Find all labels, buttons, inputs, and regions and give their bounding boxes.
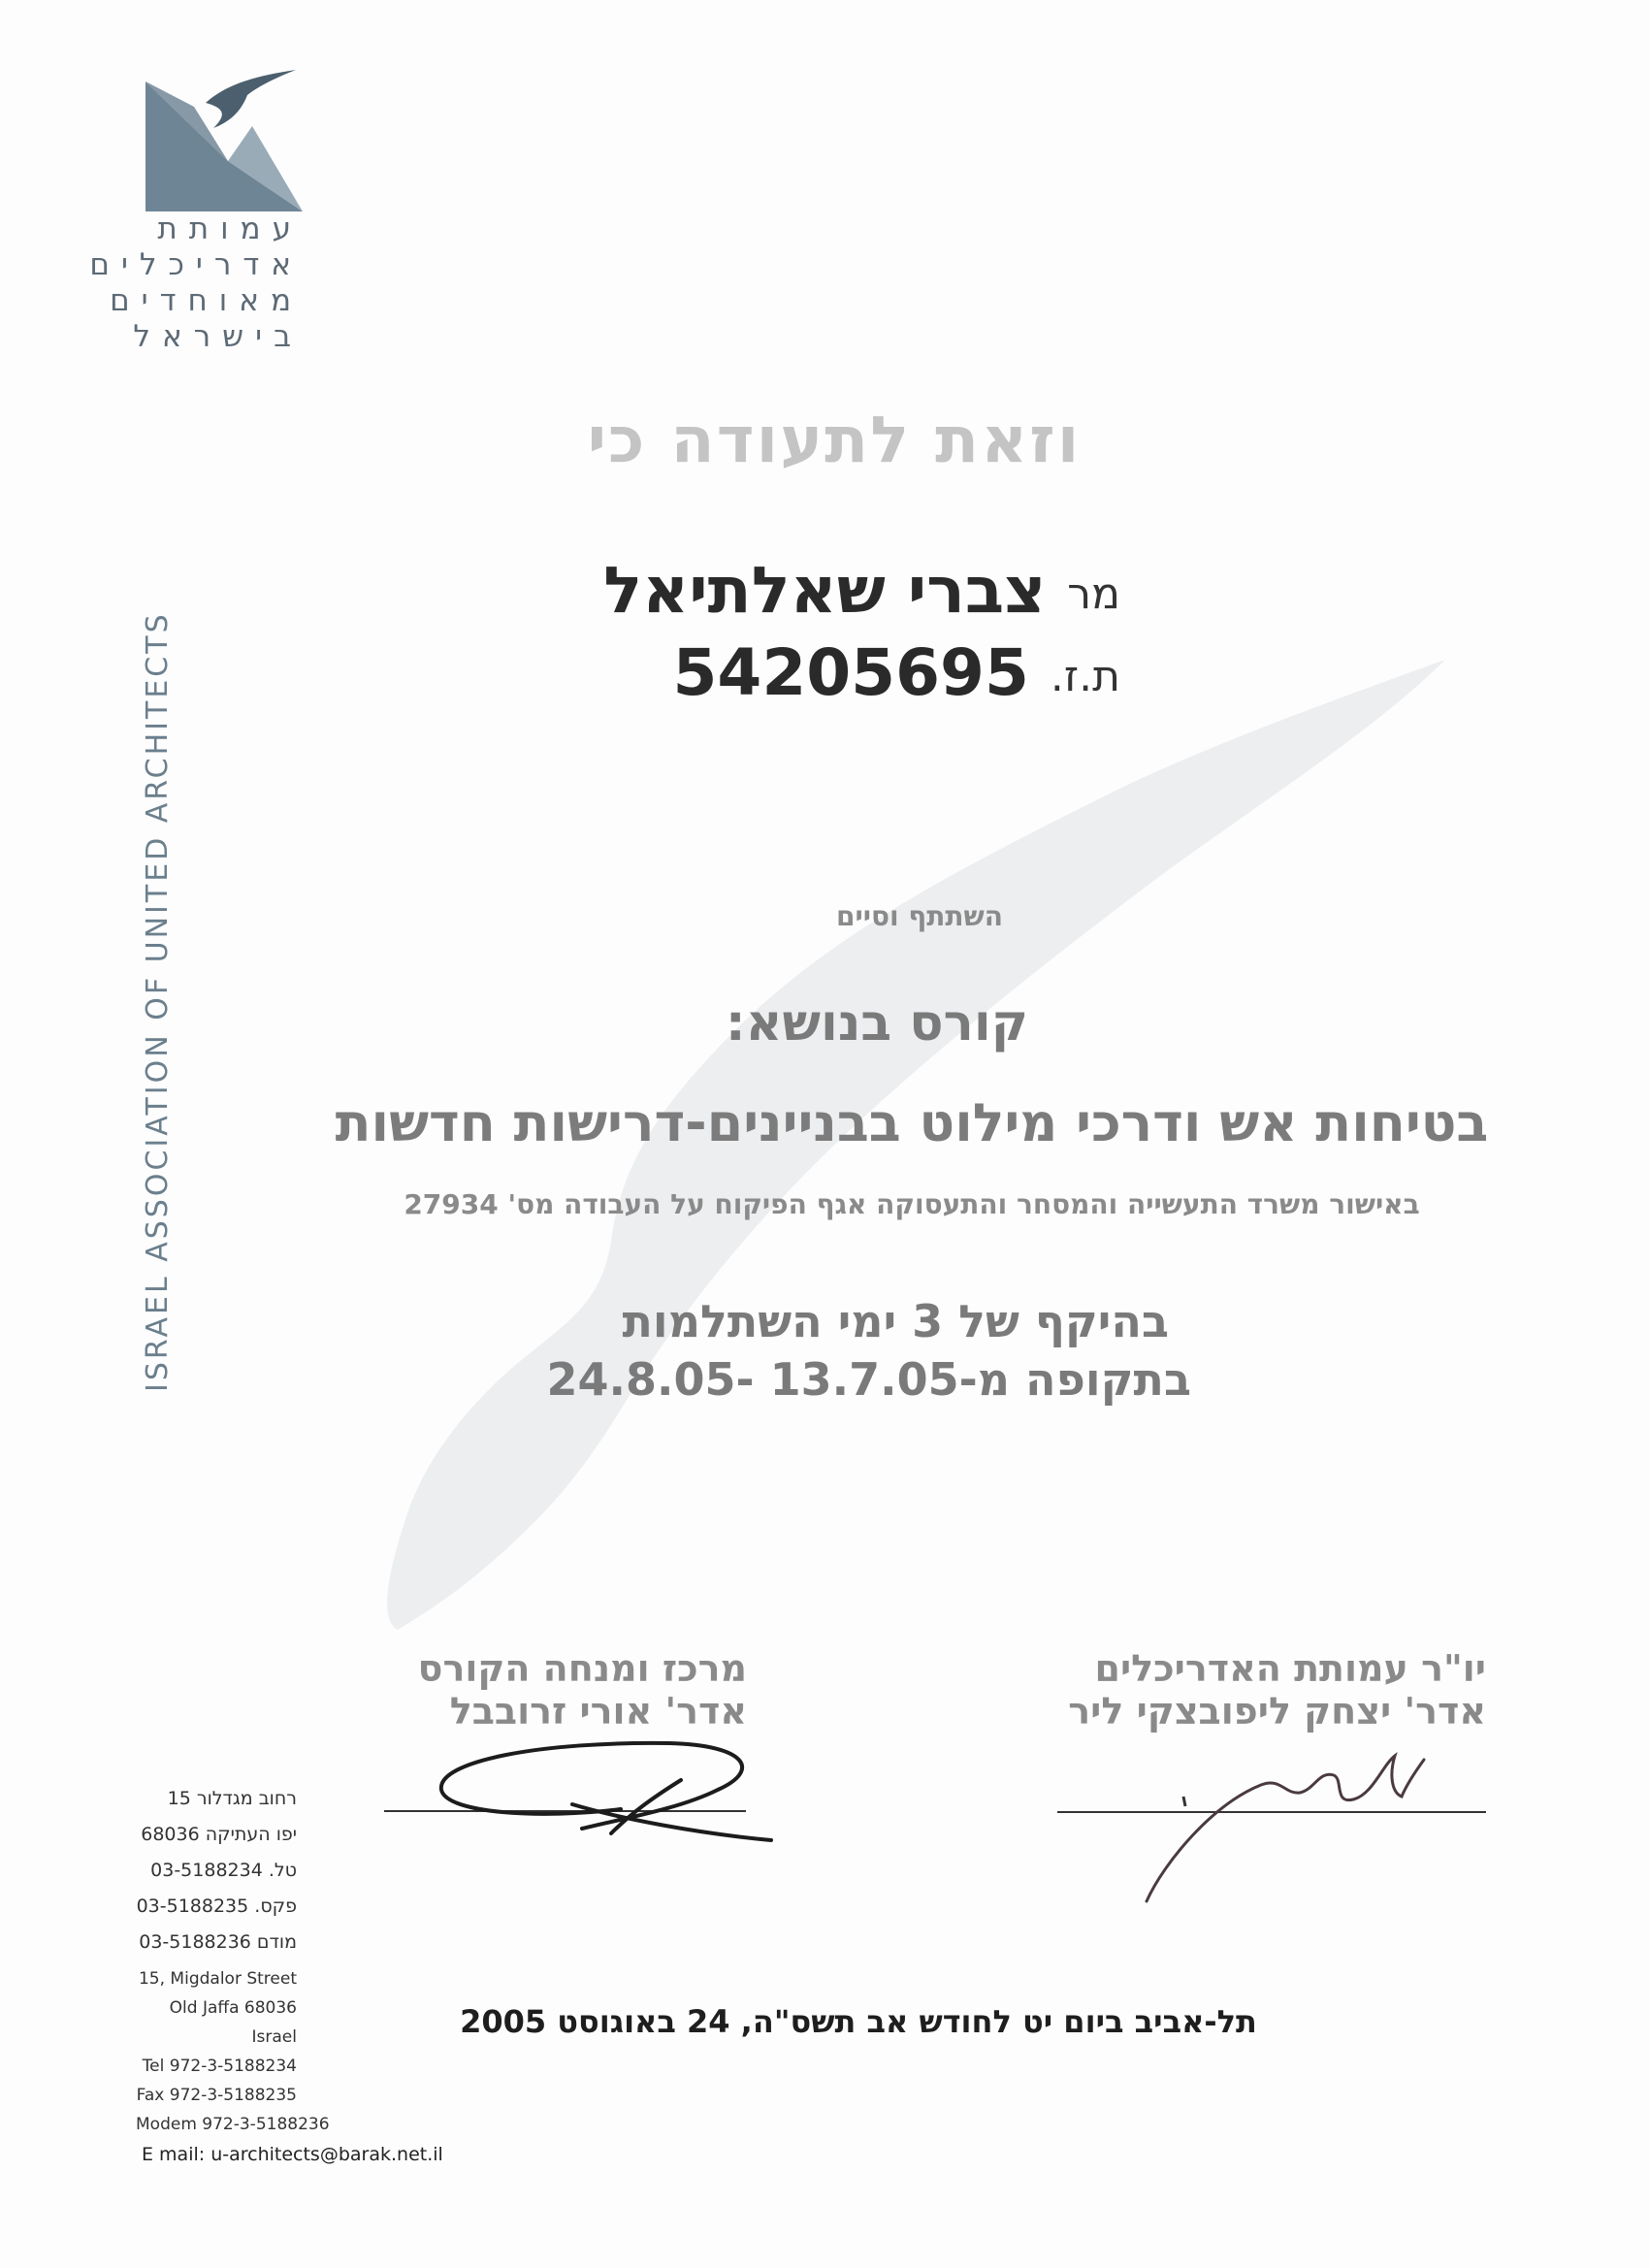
coordinator-signature [427, 1722, 776, 1848]
issue-date-line: תל-אביב ביום יט לחודש אב תשס"ה, 24 באוגוסט 2005 [460, 2003, 1257, 2040]
address-line: Fax 972-3-5188235 [136, 2086, 297, 2105]
recipient-line [603, 553, 1120, 628]
logo-line: בישראל [133, 319, 303, 354]
course-label: קורס בנושא: [725, 994, 1028, 1053]
id-prefix: ת.ז. [1050, 652, 1120, 701]
course-title: בטיחות אש ודרכי מילוט בבניינים-דרישות חדשות [335, 1092, 1489, 1153]
logo-line: אדריכלים [89, 247, 303, 282]
address-line: 15, Migdalor Street [138, 1969, 297, 1989]
coordinator-role: מרכז ומנחה הקורס [417, 1647, 747, 1690]
coordinator-signature-block [418, 1647, 747, 1733]
address-line: Israel [251, 2027, 297, 2047]
chair-name: אדר' יצחק ליפובצקי ליר [1068, 1690, 1486, 1733]
id-number: 54205695 [672, 635, 1029, 710]
certificate-headline: וזאת לתעודה כי [587, 403, 1082, 477]
email-address: E mail: u-architects@barak.net.il [142, 2144, 443, 2165]
logo-line: עמותת [157, 211, 303, 246]
coordinator-name: אדר' אורי זרובבל [449, 1690, 747, 1733]
logo-line: מאוחדים [110, 283, 303, 318]
chair-role: יו"ר עמותת האדריכלים [1094, 1647, 1486, 1690]
address-line: רחוב מגדלור 15 [167, 1788, 297, 1809]
address-line: Modem 972-3-5188236 [136, 2115, 330, 2134]
course-period: בתקופה מ-13.7.05 -24.8.05 [546, 1353, 1191, 1406]
association-name-vertical: ISRAEL ASSOCIATION OF UNITED ARCHITECTS [141, 611, 175, 1392]
address-line: פקס. 03-5188235 [136, 1895, 297, 1917]
address-english [136, 1964, 330, 2139]
chair-signature [1135, 1746, 1484, 1921]
address-hebrew [136, 1781, 297, 1960]
chair-signature-block [1068, 1647, 1486, 1733]
id-line [672, 635, 1120, 710]
address-line: יפו העתיקה 68036 [141, 1824, 297, 1845]
course-scope: בהיקף של 3 ימי השתלמות [622, 1295, 1169, 1347]
participated-text: השתתף וסיים [836, 900, 1003, 932]
approval-text: באישור משרד התעשייה והמסחר והתעסוקה אגף הפיקוח על העבודה מס' 27934 [404, 1188, 1420, 1220]
address-line: Tel 972-3-5188234 [142, 2057, 297, 2076]
address-line: מודם 03-5188236 [139, 1931, 297, 1953]
association-logo [136, 68, 310, 213]
logo-text [89, 211, 303, 355]
address-line: Old Jaffa 68036 [169, 1998, 297, 2018]
title-prefix: מר [1067, 569, 1120, 619]
recipient-name: צברי שאלתיאל [603, 553, 1047, 628]
address-line: טל. 03-5188234 [150, 1860, 297, 1881]
